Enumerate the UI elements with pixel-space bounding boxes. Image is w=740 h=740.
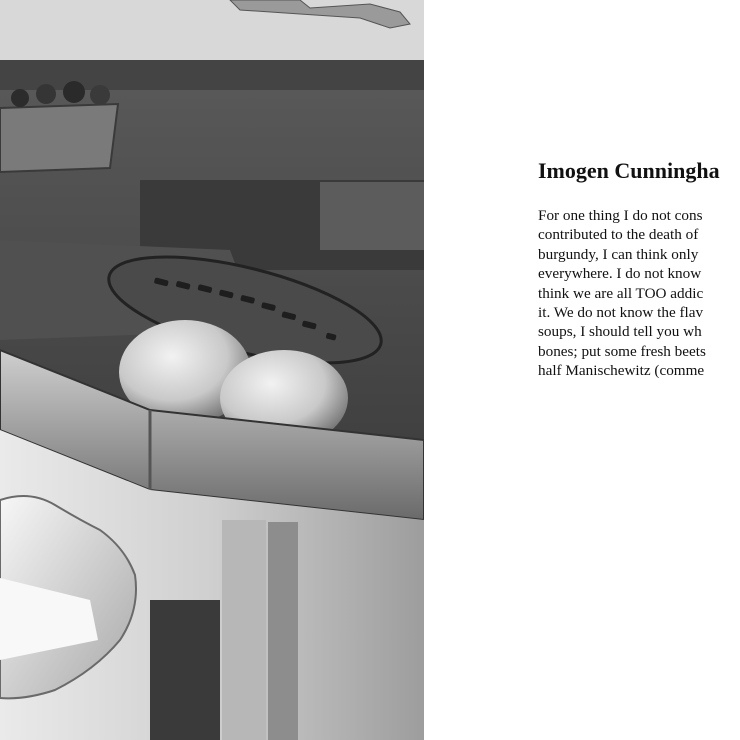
body-line: half Manischewitz (comme xyxy=(538,362,705,380)
body-line: everywhere. I do not know xyxy=(538,265,702,283)
body-line: think we are all TOO addic xyxy=(538,284,704,302)
article-title: Imogen Cunningha xyxy=(538,158,720,183)
body-line: bones; put some fresh beets xyxy=(538,342,706,360)
body-line: it. We do not know the flav xyxy=(538,304,704,322)
body-line: For one thing I do not cons xyxy=(538,207,703,224)
body-line: contributed to the death of xyxy=(538,226,699,244)
body-line: burgundy, I can think only xyxy=(538,245,699,263)
body-line: soups, I should tell you wh xyxy=(538,323,702,341)
article-body xyxy=(538,206,706,381)
text-page xyxy=(424,0,740,740)
